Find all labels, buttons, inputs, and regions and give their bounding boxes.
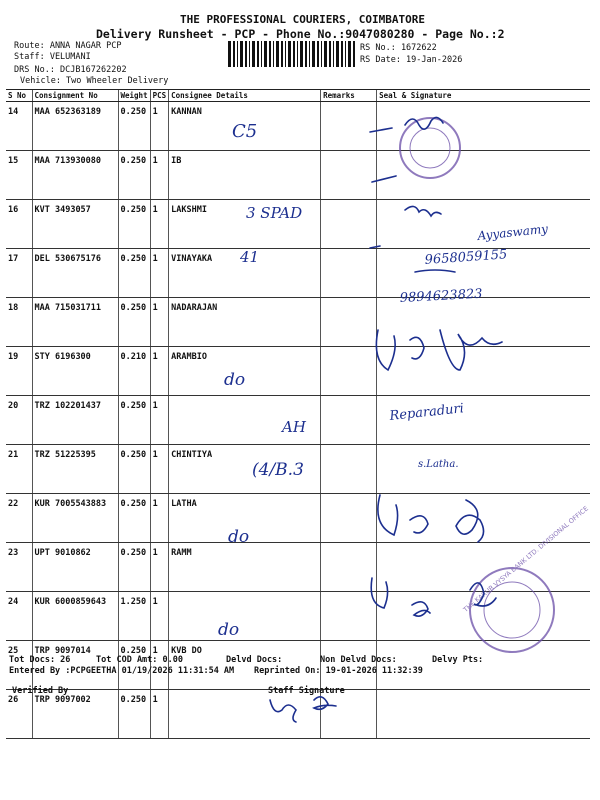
hw-row17-remark: Ayyaswamy: [476, 221, 549, 243]
vehicle-label: Vehicle: Two Wheeler Delivery: [20, 76, 169, 86]
hw-row21-remark: Reparaduri: [388, 401, 465, 424]
barcode-bar: [281, 41, 283, 67]
remarks-cell: [321, 543, 377, 592]
remarks-cell: [321, 396, 377, 445]
table-row: [6, 543, 590, 592]
barcode-bar: [285, 41, 286, 67]
barcode-bar: [345, 41, 346, 67]
pcs-cell: 1: [150, 347, 169, 396]
delivery-points: Delvy Pts:: [432, 655, 484, 665]
consignee-cell: RAMM: [169, 543, 321, 592]
barcode-bar: [341, 41, 343, 67]
col-consignment: Consignment No: [32, 90, 118, 102]
consignee-cell: IB: [169, 151, 321, 200]
weight-cell: 0.250: [118, 641, 150, 690]
barcode-bar: [264, 41, 267, 67]
weight-cell: 0.250: [118, 298, 150, 347]
pcs-cell: 1: [150, 592, 169, 641]
seal-cell: [377, 151, 590, 200]
seal-cell: [377, 445, 590, 494]
hw-row17-mark: 41: [240, 248, 260, 266]
remarks-cell: [321, 641, 377, 690]
remarks-cell: [321, 690, 377, 739]
staff-signature-label: Staff Signature: [268, 686, 345, 696]
remarks-cell: [321, 592, 377, 641]
sno-cell: 17: [6, 249, 32, 298]
barcode-bar: [233, 41, 235, 67]
sno-cell: 25: [6, 641, 32, 690]
seal-cell: [377, 102, 590, 151]
rs-number: RS No.: 1672622: [360, 43, 437, 53]
consignment-cell: TRZ 51225395: [32, 445, 118, 494]
consignment-cell: DEL 530675176: [32, 249, 118, 298]
sno-cell: 16: [6, 200, 32, 249]
seal-cell: [377, 641, 590, 690]
table-row: [6, 102, 590, 151]
seal-cell: [377, 347, 590, 396]
table-row: [6, 347, 590, 396]
consignee-cell: KANNAN: [169, 102, 321, 151]
col-consignee: Consignee Details: [169, 90, 321, 102]
consignee-cell: ARAMBIO: [169, 347, 321, 396]
sno-cell: 23: [6, 543, 32, 592]
hw-row18-phone: 9894623823: [399, 286, 483, 306]
consignee-cell: LAKSHMI: [169, 200, 321, 249]
seal-cell: [377, 200, 590, 249]
seal-cell: [377, 298, 590, 347]
remarks-cell: [321, 298, 377, 347]
barcode-bar: [300, 41, 303, 67]
table-row: [6, 151, 590, 200]
sno-cell: 22: [6, 494, 32, 543]
weight-cell: 0.210: [118, 347, 150, 396]
barcode-bar: [321, 41, 322, 67]
hw-row17-phone: 9658059155: [424, 247, 508, 268]
table-header-row: [6, 90, 590, 102]
barcode-bar: [348, 41, 351, 67]
barcode-bar: [252, 41, 255, 67]
consignee-cell: KVB DO: [169, 641, 321, 690]
seal-cell: [377, 690, 590, 739]
barcode-bar: [228, 41, 231, 67]
barcode-bar: [249, 41, 250, 67]
barcode-bar: [269, 41, 271, 67]
barcode-bar: [305, 41, 307, 67]
total-docs: Tot Docs: 26: [9, 655, 71, 665]
pcs-cell: 1: [150, 641, 169, 690]
barcode-bar: [273, 41, 274, 67]
col-remarks: Remarks: [321, 90, 377, 102]
col-seal: Seal & Signature: [377, 90, 590, 102]
remarks-cell: [321, 151, 377, 200]
weight-cell: 0.250: [118, 494, 150, 543]
weight-cell: 0.250: [118, 249, 150, 298]
route-label: Route: ANNA NAGAR PCP: [14, 41, 122, 51]
barcode-bar: [312, 41, 315, 67]
consignee-cell: NADARAJAN: [169, 298, 321, 347]
hw-row22-remark: s.Latha.: [418, 459, 459, 470]
sno-cell: 18: [6, 298, 32, 347]
pcs-cell: 1: [150, 396, 169, 445]
seal-cell: [377, 592, 590, 641]
table-row: [6, 200, 590, 249]
barcode-bar: [240, 41, 243, 67]
table-row: [6, 249, 590, 298]
hw-row20: do: [224, 370, 246, 390]
consignment-cell: KUR 7005543883: [32, 494, 118, 543]
consignment-cell: KUR 6000859643: [32, 592, 118, 641]
pcs-cell: 1: [150, 690, 169, 739]
pcs-cell: 1: [150, 298, 169, 347]
drs-number: DRS No.: DCJB167262202: [14, 65, 127, 75]
sno-cell: 14: [6, 102, 32, 151]
hw-row16: 3 SPAD: [246, 204, 303, 222]
seal-cell: [377, 543, 590, 592]
barcode-bar: [297, 41, 298, 67]
hw-row22: (4/B.3: [252, 460, 304, 480]
consignee-cell: [169, 690, 321, 739]
consignee-cell: [169, 396, 321, 445]
stamp-text: THE KARUR VYSYA BANK LTD. DIVISIONAL OFFICE: [461, 504, 590, 614]
weight-cell: 0.250: [118, 151, 150, 200]
barcode-bar: [309, 41, 310, 67]
barcode-bar: [324, 41, 327, 67]
sno-cell: 21: [6, 445, 32, 494]
sno-cell: 15: [6, 151, 32, 200]
barcode-bar: [288, 41, 291, 67]
hw-row14: C5: [232, 121, 258, 142]
weight-cell: 0.250: [118, 690, 150, 739]
runsheet-table: [6, 89, 590, 739]
consignment-cell: UPT 9010862: [32, 543, 118, 592]
sno-cell: 20: [6, 396, 32, 445]
weight-cell: 1.250: [118, 592, 150, 641]
pcs-cell: 1: [150, 543, 169, 592]
staff-label: Staff: VELUMANI: [14, 52, 91, 62]
consignment-cell: TRP 9097002: [32, 690, 118, 739]
barcode-image: [228, 41, 356, 67]
table-row: [6, 641, 590, 690]
seal-cell: [377, 249, 590, 298]
remarks-cell: [321, 249, 377, 298]
barcode-bar: [261, 41, 262, 67]
consignment-cell: TRP 9097014: [32, 641, 118, 690]
seal-cell: [377, 396, 590, 445]
barcode-bar: [336, 41, 339, 67]
col-pcs: PCS: [150, 90, 169, 102]
pcs-cell: 1: [150, 151, 169, 200]
pcs-cell: 1: [150, 494, 169, 543]
table-row: [6, 592, 590, 641]
company-title: THE PROFESSIONAL COURIERS, COIMBATORE: [180, 13, 426, 26]
consignment-cell: TRZ 102201437: [32, 396, 118, 445]
barcode-bar: [329, 41, 331, 67]
consignment-cell: KVT 3493057: [32, 200, 118, 249]
barcode-bar: [333, 41, 334, 67]
barcode-bar: [317, 41, 319, 67]
non-delivered-docs: Non Delvd Docs:: [320, 655, 397, 665]
total-cod: Tot COD Amt: 0.00: [96, 655, 183, 665]
consignment-cell: MAA 713930080: [32, 151, 118, 200]
entered-by: Entered By :PCPGEETHA 01/19/2026 11:31:54 AM: [9, 666, 235, 676]
consignee-cell: CHINTIYA: [169, 445, 321, 494]
barcode-bar: [276, 41, 279, 67]
seal-cell: [377, 494, 590, 543]
sno-cell: 24: [6, 592, 32, 641]
table-row: [6, 396, 590, 445]
sno-cell: 26: [6, 690, 32, 739]
pcs-cell: 1: [150, 249, 169, 298]
remarks-cell: [321, 200, 377, 249]
pcs-cell: 1: [150, 102, 169, 151]
remarks-cell: [321, 445, 377, 494]
hw-row21-mark: AH: [282, 418, 306, 436]
remarks-cell: [321, 347, 377, 396]
hw-row26: do: [218, 620, 240, 640]
consignee-cell: [169, 592, 321, 641]
delivered-docs: Delvd Docs:: [226, 655, 283, 665]
remarks-cell: [321, 494, 377, 543]
table-row: [6, 494, 590, 543]
barcode-bar: [257, 41, 259, 67]
hw-row24: do: [228, 527, 250, 547]
weight-cell: 0.250: [118, 543, 150, 592]
consignment-cell: STY 6196300: [32, 347, 118, 396]
consignment-cell: MAA 652363189: [32, 102, 118, 151]
table-row: [6, 445, 590, 494]
table-row: [6, 690, 590, 739]
col-sno: S No: [6, 90, 32, 102]
barcode-bar: [237, 41, 238, 67]
consignee-cell: LATHA: [169, 494, 321, 543]
pcs-cell: 1: [150, 445, 169, 494]
weight-cell: 0.250: [118, 102, 150, 151]
weight-cell: 0.250: [118, 396, 150, 445]
remarks-cell: [321, 102, 377, 151]
sno-cell: 19: [6, 347, 32, 396]
runsheet-subtitle: Delivery Runsheet - PCP - Phone No.:9047080280 - Page No.:2: [96, 27, 505, 41]
pcs-cell: 1: [150, 200, 169, 249]
consignment-cell: MAA 715031711: [32, 298, 118, 347]
weight-cell: 0.250: [118, 445, 150, 494]
consignee-cell: VINAYAKA: [169, 249, 321, 298]
col-weight: Weight: [118, 90, 150, 102]
barcode-bar: [293, 41, 295, 67]
table-row: [6, 298, 590, 347]
weight-cell: 0.250: [118, 200, 150, 249]
verified-by-label: Verified By: [12, 686, 69, 696]
rs-date: RS Date: 19-Jan-2026: [360, 55, 463, 65]
barcode-bar: [245, 41, 247, 67]
barcode-bar: [353, 41, 355, 67]
reprinted-on: Reprinted On: 19-01-2026 11:32:39: [254, 666, 423, 676]
